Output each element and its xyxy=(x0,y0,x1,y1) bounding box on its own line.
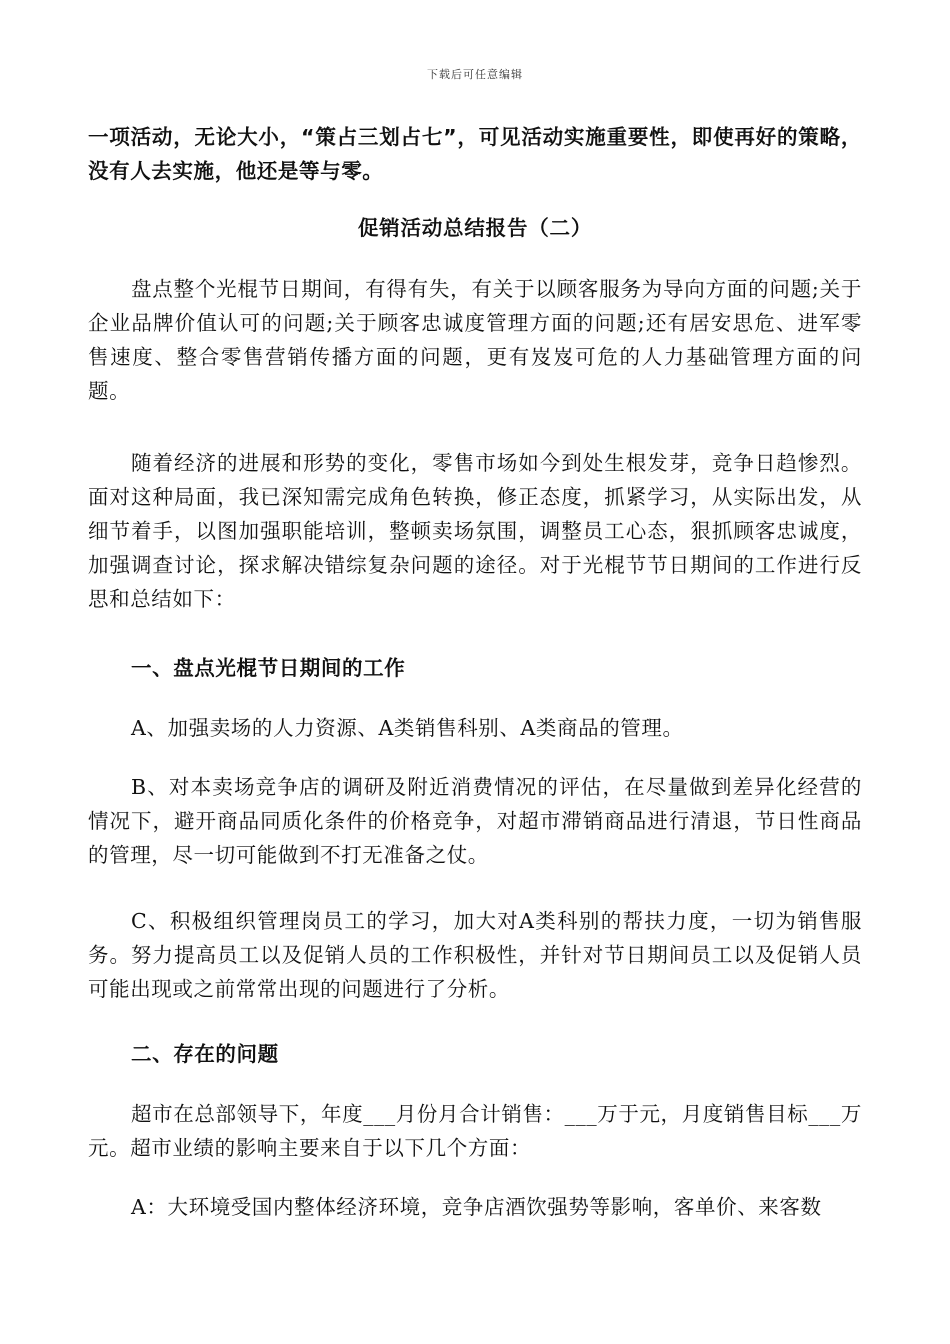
page-header-note: 下载后可任意编辑 xyxy=(427,68,523,81)
paragraph-environment: A：大环境受国内整体经济环境，竞争店酒饮强势等影响，客单价、来客数 xyxy=(131,1195,822,1219)
paragraph-item-c: C、积极组织管理岗员工的学习，加大对A类科别的帮扶力度，一切为销售服务。努力提高员工以及促销人员的工作积极性，并针对节日期间员工以及促销人员可能出现或之前常常出现的问题进行了分析。 xyxy=(88,909,862,1001)
paragraph-market-situation: 随着经济的进展和形势的变化，零售市场如今到处生根发芽，竞争日趋惨烈。面对这种局面，我已深知需完成角色转换，修正态度，抓紧学习，从实际出发，从细节着手，以图加强职能培训，整顿卖场氛围，调整员工心态，狠抓顾客忠诚度，加强调查讨论，探求解决错综复杂问题的途径。对于光棍节节日期间的工作进行反思和总结如下： xyxy=(88,451,862,611)
report-title: 促销活动总结报告（二） xyxy=(357,216,593,240)
paragraph-item-b: B、对本卖场竞争店的调研及附近消费情况的评估，在尽量做到差异化经营的情况下，避开商品同质化条件的价格竞争，对超市滞销商品进行清退，节日性商品的管理，尽一切可能做到不打无准备之仗。 xyxy=(88,775,862,867)
paragraph-sales: 超市在总部领导下，年度___月份月合计销售：___万于元，月度销售目标___万元。超市业绩的影响主要来自于以下几个方面： xyxy=(88,1102,862,1160)
intro-paragraph: 一项活动，无论大小，“策占三划占七”，可见活动实施重要性，即使再好的策略，没有人去实施，他还是等与零。 xyxy=(88,125,862,183)
paragraph-item-a: A、加强卖场的人力资源、A类销售科别、A类商品的管理。 xyxy=(131,716,684,740)
paragraph-overview: 盘点整个光棍节日期间，有得有失，有关于以顾客服务为导向方面的问题;关于企业品牌价值认可的问题;关于顾客忠诚度管理方面的问题;还有居安思危、进军零售速度、整合零售营销传播方面的问题，更有岌岌可危的人力基础管理方面的问题。 xyxy=(88,277,862,403)
section-heading-2: 二、存在的问题 xyxy=(131,1042,279,1066)
section-heading-1: 一、盘点光棍节日期间的工作 xyxy=(131,656,406,680)
